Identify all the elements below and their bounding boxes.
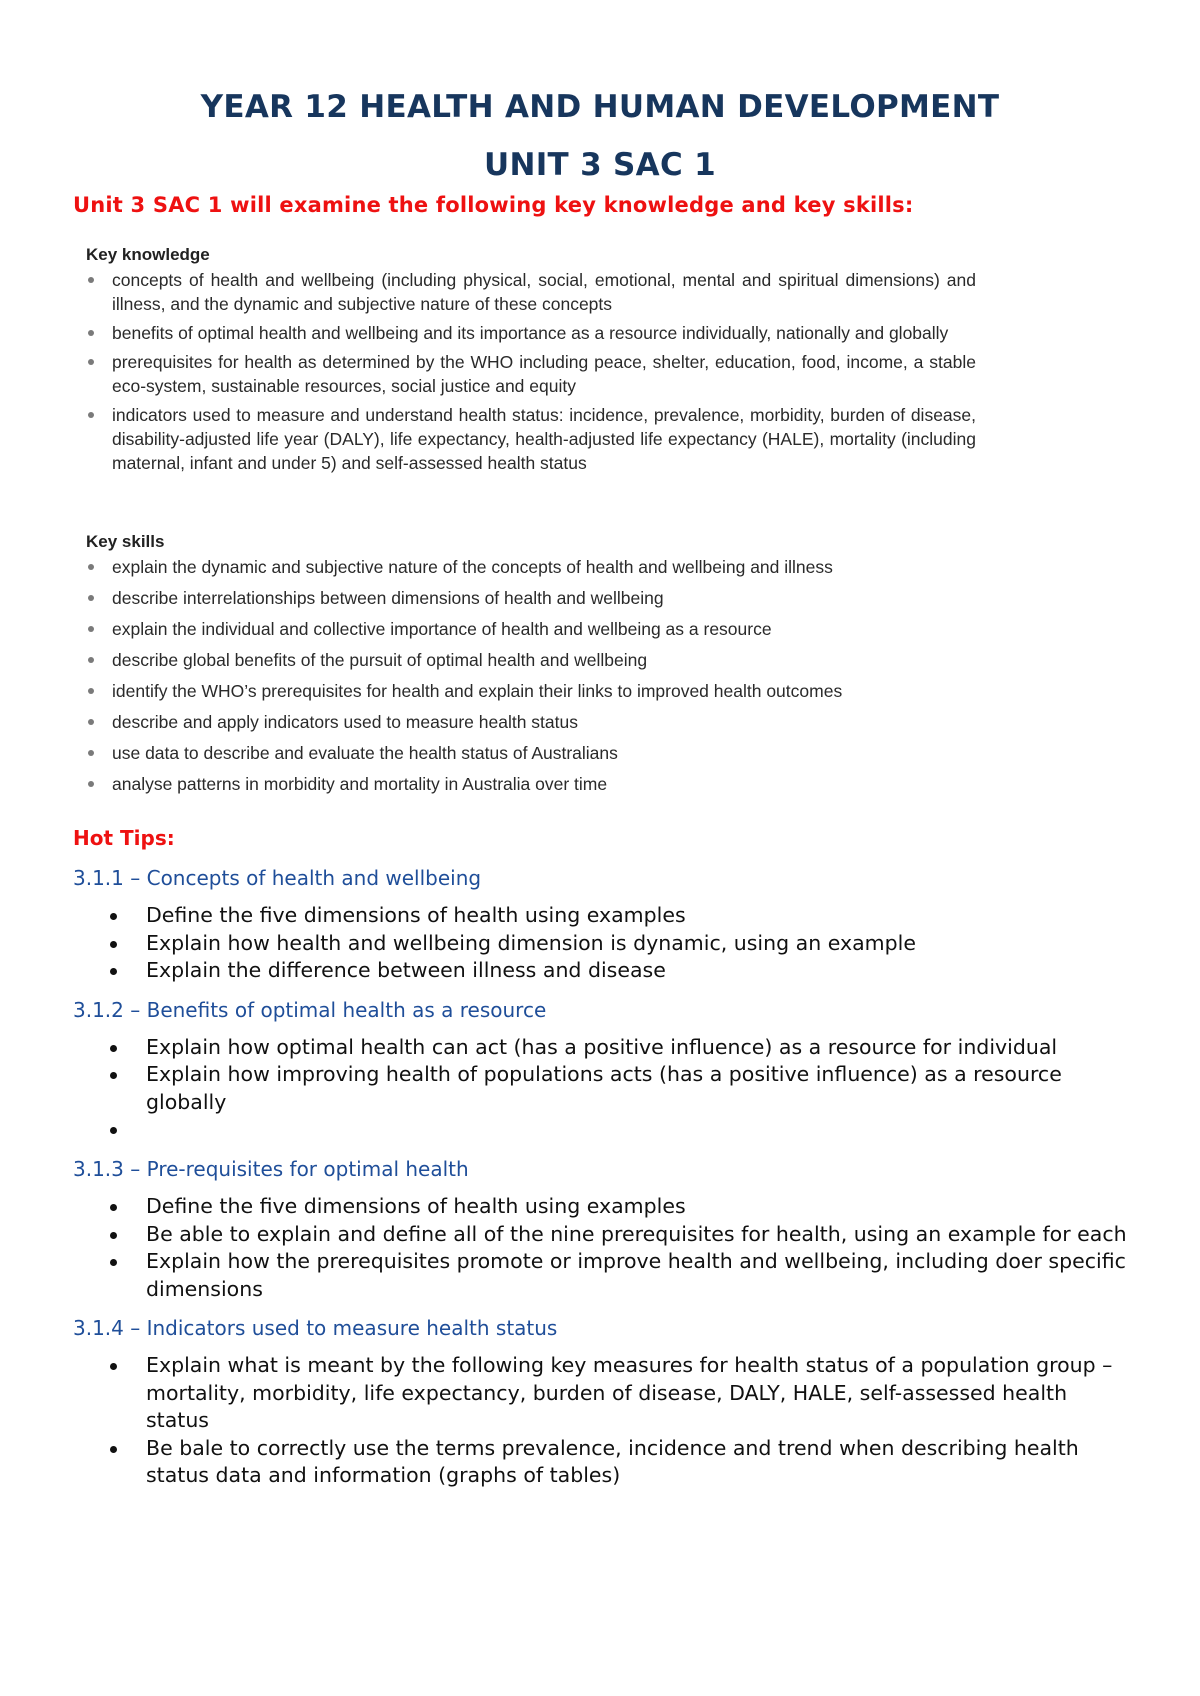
list-item-text: Explain how health and wellbeing dimension is dynamic, using an example bbox=[146, 930, 916, 955]
list-item-text: Define the five dimensions of health using examples bbox=[146, 903, 686, 927]
bullet-icon bbox=[110, 1259, 117, 1266]
bullet-icon bbox=[88, 359, 94, 365]
hot-tips-heading: Hot Tips: bbox=[73, 826, 175, 850]
section-heading-3-1-2: 3.1.2 – Benefits of optimal health as a resource bbox=[73, 997, 547, 1022]
bullet-icon bbox=[88, 626, 94, 632]
list-item-text: identify the WHO’s prerequisites for health and explain their links to improved health outcomes bbox=[112, 681, 843, 701]
list-item-text: Be bale to correctly use the terms prevalence, incidence and trend when describing health status data and information (graphs of tables) bbox=[146, 1435, 1079, 1487]
list-item bbox=[73, 1435, 1133, 1490]
bullet-icon bbox=[110, 968, 117, 975]
bullet-icon bbox=[110, 1363, 117, 1370]
bullet-icon bbox=[88, 277, 94, 283]
key-skills-heading: Key skills bbox=[86, 532, 165, 551]
bullet-icon bbox=[110, 1446, 117, 1453]
key-knowledge-list bbox=[86, 268, 976, 475]
tips-list-3-1-1 bbox=[73, 902, 1133, 985]
bullet-icon bbox=[88, 657, 94, 663]
bullet-icon bbox=[88, 719, 94, 725]
key-skills-section bbox=[86, 532, 976, 803]
section-heading-3-1-3: 3.1.3 – Pre-requisites for optimal health bbox=[73, 1157, 469, 1181]
list-item-text: Explain what is meant by the following key measures for health status of a population group – mortality, morbidity, life expectancy, burden of disease, DALY, HALE, self-assessed health status bbox=[146, 1353, 1113, 1432]
list-item bbox=[73, 1116, 1133, 1144]
bullet-icon bbox=[88, 781, 94, 787]
list-item-text: explain the individual and collective importance of health and wellbeing as a resource bbox=[112, 619, 772, 639]
bullet-icon bbox=[110, 1127, 117, 1134]
bullet-icon bbox=[88, 330, 94, 336]
list-item bbox=[86, 321, 976, 345]
list-item bbox=[86, 710, 976, 734]
list-item bbox=[73, 1193, 1133, 1221]
list-item bbox=[86, 772, 976, 796]
list-item-text: describe interrelationships between dimensions of health and wellbeing bbox=[112, 588, 664, 608]
bullet-icon bbox=[88, 688, 94, 694]
list-item bbox=[73, 930, 1133, 958]
document-title: YEAR 12 HEALTH AND HUMAN DEVELOPMENT bbox=[200, 89, 1000, 125]
list-item-text: analyse patterns in morbidity and mortality in Australia over time bbox=[112, 774, 608, 794]
list-item bbox=[86, 350, 976, 398]
tips-list-3-1-2 bbox=[73, 1034, 1133, 1145]
tips-list-3-1-3 bbox=[73, 1193, 1133, 1303]
list-item bbox=[73, 1221, 1133, 1249]
key-knowledge-heading: Key knowledge bbox=[86, 245, 210, 264]
bullet-icon bbox=[88, 750, 94, 756]
list-item-text: Explain the difference between illness and disease bbox=[146, 958, 666, 982]
bullet-icon bbox=[110, 1072, 117, 1079]
key-skills-list bbox=[86, 555, 976, 796]
key-knowledge-section bbox=[86, 245, 976, 480]
section-heading-3-1-4: 3.1.4 – Indicators used to measure health status bbox=[73, 1316, 558, 1340]
list-item-text: indicators used to measure and understand health status: incidence, prevalence, morbidity, burden of disease, disability-adjusted life year (DALY), life expectancy, health-adjusted life expectancy (HALE), mortality (including maternal, infant and under 5) and self-assessed health status bbox=[112, 405, 976, 473]
list-item-text: concepts of health and wellbeing (including physical, social, emotional, mental and spiritual dimensions) and illness, and the dynamic and subjective nature of these concepts bbox=[112, 270, 976, 314]
list-item-text: Be able to explain and define all of the nine prerequisites for health, using an example for each bbox=[146, 1221, 1127, 1246]
list-item-text: describe global benefits of the pursuit of optimal health and wellbeing bbox=[112, 650, 648, 670]
list-item bbox=[86, 741, 976, 765]
bullet-icon bbox=[88, 412, 94, 418]
list-item-text: explain the dynamic and subjective nature of the concepts of health and wellbeing and illness bbox=[112, 557, 833, 577]
bullet-icon bbox=[110, 1045, 117, 1052]
list-item-text: use data to describe and evaluate the health status of Australians bbox=[112, 743, 618, 763]
list-item-text: Explain how improving health of populations acts (has a positive influence) as a resource globally bbox=[146, 1062, 1062, 1114]
list-item bbox=[73, 1061, 1133, 1116]
list-item-text: describe and apply indicators used to measure health status bbox=[112, 712, 578, 732]
list-item-text: Explain how the prerequisites promote or improve health and wellbeing, including doer specific dimensions bbox=[146, 1249, 1126, 1301]
bullet-icon bbox=[110, 913, 117, 920]
bullet-icon bbox=[110, 941, 117, 948]
bullet-icon bbox=[88, 595, 94, 601]
hot-tips-section bbox=[73, 866, 1133, 1503]
list-item bbox=[73, 957, 1133, 985]
list-item bbox=[86, 648, 976, 672]
tips-list-3-1-4 bbox=[73, 1352, 1133, 1490]
list-item bbox=[86, 403, 976, 475]
list-item bbox=[73, 902, 1133, 930]
bullet-icon bbox=[110, 1232, 117, 1239]
list-item-text: Explain how optimal health can act (has a positive influence) as a resource for individual bbox=[146, 1034, 1058, 1059]
bullet-icon bbox=[88, 564, 94, 570]
list-item bbox=[86, 617, 976, 641]
section-heading-3-1-1: 3.1.1 – Concepts of health and wellbeing bbox=[73, 866, 482, 890]
document-subtitle: UNIT 3 SAC 1 bbox=[484, 147, 716, 183]
list-item-text: benefits of optimal health and wellbeing and its importance as a resource individually, nationally and globally bbox=[112, 323, 949, 343]
list-item bbox=[86, 679, 976, 703]
bullet-icon bbox=[110, 1204, 117, 1211]
list-item-text: Define the five dimensions of health using examples bbox=[146, 1194, 686, 1218]
list-item bbox=[86, 586, 976, 610]
list-item bbox=[73, 1248, 1133, 1303]
list-item bbox=[73, 1034, 1133, 1062]
list-item bbox=[86, 268, 976, 316]
list-item bbox=[86, 555, 976, 579]
intro-text: Unit 3 SAC 1 will examine the following key knowledge and key skills: bbox=[73, 193, 914, 217]
list-item bbox=[73, 1352, 1133, 1435]
list-item-text: prerequisites for health as determined by the WHO including peace, shelter, education, food, income, a stable eco-system, sustainable resources, social justice and equity bbox=[112, 352, 976, 396]
